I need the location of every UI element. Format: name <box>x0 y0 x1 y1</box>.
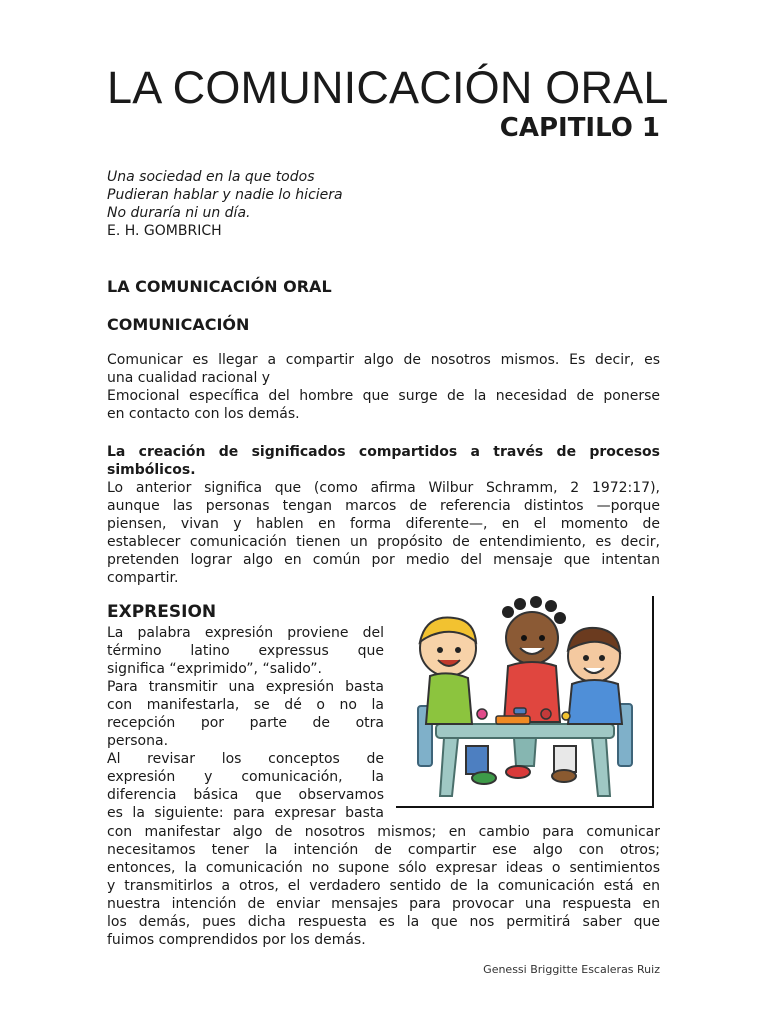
comunicacion-heading: COMUNICACIÓN <box>107 315 250 334</box>
text-line: es la siguiente: para expresar basta <box>107 805 384 821</box>
text-line: expresión y comunicación, la <box>107 769 384 785</box>
text-line: los demás, pues dicha respuesta es la que nos permitirá saber que <box>107 914 660 930</box>
text-line: persona. <box>107 733 169 749</box>
bold-line: simbólicos. <box>107 462 196 478</box>
epigraph-line: Una sociedad en la que todos <box>107 169 315 185</box>
text-line: Lo anterior significa que (como afirma Wilbur Schramm, 2 1972:17), <box>107 480 660 496</box>
epigraph-author: E. H. GOMBRICH <box>107 223 222 239</box>
text-line: aunque las personas tengan marcos de referencia distintos —porque <box>107 498 660 514</box>
text-line: con manifestar algo de nosotros mismos; en cambio para comunicar <box>107 824 660 840</box>
text-line: Al revisar los conceptos de <box>107 751 384 767</box>
text-line: entonces, la comunicación no supone sólo expresar ideas o sentimientos <box>107 860 660 876</box>
expresion-heading: EXPRESION <box>107 602 217 622</box>
text-line: Para transmitir una expresión basta <box>107 679 384 695</box>
bold-line: La creación de significados compartidos a través de procesos <box>107 444 660 460</box>
page-title: LA COMUNICACIÓN ORAL <box>107 62 669 113</box>
epigraph <box>107 168 407 240</box>
text-line: y transmitirlos a otros, el verdadero sentido de la comunicación está en <box>107 878 660 894</box>
text-line: fuimos comprendidos por los demás. <box>107 932 366 948</box>
section-title: LA COMUNICACIÓN ORAL <box>107 277 332 296</box>
text-line: significa “exprimido”, “salido”. <box>107 661 323 677</box>
text-line: pretenden lograr algo en común por medio del mensaje que intentan <box>107 552 660 568</box>
schramm-paragraph <box>107 443 660 587</box>
text-line: necesitamos tener la intención de compartir ese algo con otros; <box>107 842 660 858</box>
chapter-label: CAPITILO 1 <box>499 113 660 143</box>
text-line: La palabra expresión proviene del <box>107 625 384 641</box>
text-line: piensen, vivan y hablen en forma diferente—, en el momento de <box>107 516 660 532</box>
children-clay-image <box>396 596 654 808</box>
footer-author: Genessi Briggitte Escaleras Ruiz <box>483 963 660 976</box>
epigraph-line: Pudieran hablar y nadie lo hiciera <box>107 187 343 203</box>
text-line: una cualidad racional y <box>107 370 271 386</box>
text-line: recepción por parte de otra <box>107 715 384 731</box>
epigraph-line: No duraría ni un día. <box>107 205 251 221</box>
comunicacion-paragraph <box>107 351 660 423</box>
text-line: término latino expressus que <box>107 643 384 659</box>
text-line: con manifestarla, se dé o no la <box>107 697 384 713</box>
children-playing-illustration <box>396 596 654 808</box>
text-line: establecer comunicación tienen un propósito de entendimiento, es decir, <box>107 534 660 550</box>
image-border-bottom <box>396 806 654 808</box>
text-line: en contacto con los demás. <box>107 406 300 422</box>
text-line: Emocional específica del hombre que surge de la necesidad de ponerse <box>107 388 660 404</box>
text-line: diferencia básica que observamos <box>107 787 384 803</box>
text-line: nuestra intención de enviar mensajes para provocar una respuesta en <box>107 896 660 912</box>
image-border-right <box>652 596 654 808</box>
text-line: compartir. <box>107 570 179 586</box>
expresion-wide-text <box>107 823 660 949</box>
text-line: Comunicar es llegar a compartir algo de nosotros mismos. Es decir, es <box>107 352 660 368</box>
expresion-column-text <box>107 624 384 822</box>
